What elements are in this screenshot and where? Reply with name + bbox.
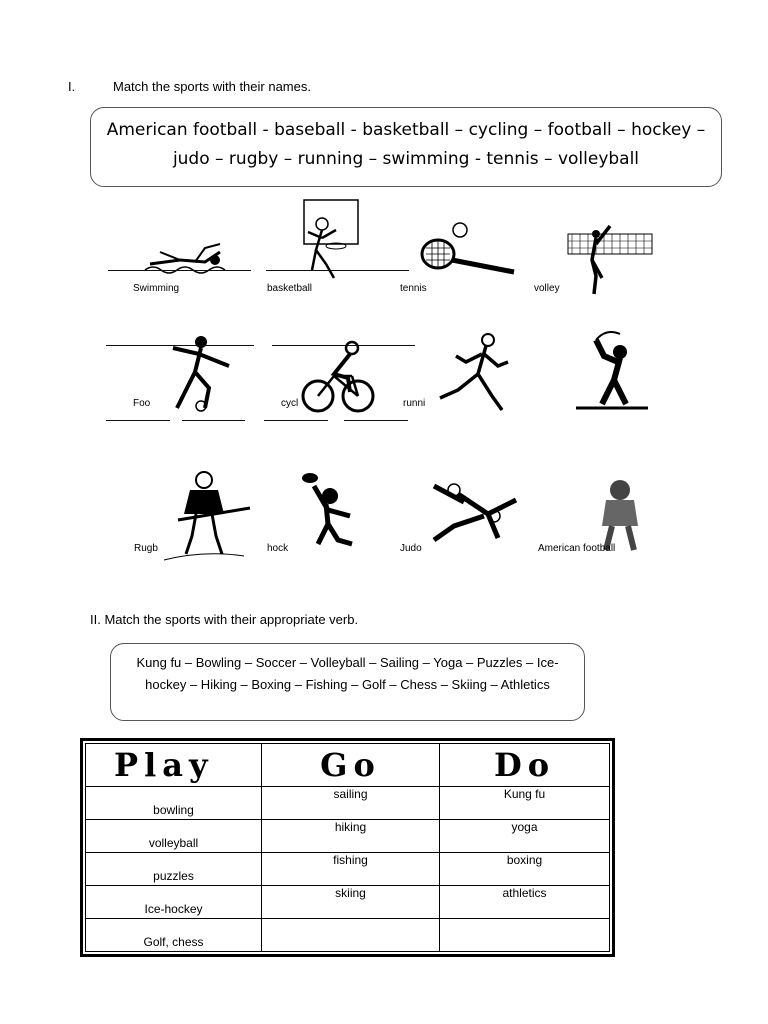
- section-2-title: II. Match the sports with their appropriate verb.: [90, 612, 359, 627]
- table-row: [86, 853, 610, 886]
- word-bank-line-2: judo – rugby – running – swimming - tennis – volleyball: [172, 149, 640, 169]
- table-row: [86, 919, 610, 952]
- label-swimming: Swimming: [133, 283, 180, 294]
- label-tennis: tennis: [400, 283, 427, 294]
- label-rugby: Rugb: [134, 543, 158, 554]
- label-football: Foo: [133, 398, 151, 409]
- cell-play: Ice-hockey: [86, 886, 262, 919]
- baseball-batter-picture: [572, 332, 652, 412]
- cell-play: volleyball: [86, 820, 262, 853]
- table-header-row: [86, 744, 610, 787]
- label-volley: volley: [534, 283, 560, 294]
- basketball-picture: [300, 198, 360, 286]
- section-1-number: I.: [68, 79, 76, 94]
- verb-table: [80, 738, 615, 957]
- cell-play: puzzles: [86, 853, 262, 886]
- answer-line: [264, 420, 328, 421]
- label-basketball: basketball: [267, 283, 313, 294]
- tennis-racket-picture: [418, 222, 518, 278]
- cell-do: [440, 919, 610, 952]
- cell-do: boxing: [440, 853, 610, 886]
- answer-line: [106, 420, 170, 421]
- answer-line: [108, 270, 251, 271]
- label-cycling: cycl: [281, 398, 299, 409]
- label-judo: Judo: [400, 543, 422, 554]
- cell-go: fishing: [262, 853, 440, 886]
- table-row: [86, 886, 610, 919]
- cell-do: athletics: [440, 886, 610, 919]
- header-play: Play: [86, 744, 262, 787]
- answer-line: [106, 345, 254, 346]
- verb-bank-line-2: hockey – Hiking – Boxing – Fishing – Golf – Chess – Skiing – Athletics: [145, 677, 550, 692]
- verb-word-bank: [110, 643, 585, 721]
- label-american-football: American football: [538, 543, 616, 554]
- table-row: [86, 787, 610, 820]
- judo-picture: [424, 476, 520, 548]
- cell-play: bowling: [86, 787, 262, 820]
- cell-do: yoga: [440, 820, 610, 853]
- table-row: [86, 820, 610, 853]
- verb-bank-line-1: Kung fu – Bowling – Soccer – Volleyball – Sailing – Yoga – Puzzles – Ice-: [136, 655, 559, 670]
- word-bank-line-1: American football - baseball - basketball – cycling – football – hockey –: [106, 120, 706, 140]
- answer-line: [344, 420, 408, 421]
- cell-play: Golf, chess: [86, 919, 262, 952]
- answer-line: [266, 270, 409, 271]
- cell-go: skiing: [262, 886, 440, 919]
- cell-do: Kung fu: [440, 787, 610, 820]
- volleyball-picture: [566, 222, 654, 294]
- rugby-player-picture: [296, 470, 368, 558]
- cell-go: [262, 919, 440, 952]
- cell-go: sailing: [262, 787, 440, 820]
- section-1-title: Match the sports with their names.: [113, 79, 311, 94]
- sports-word-bank: [90, 107, 722, 187]
- american-football-player-picture: [594, 476, 642, 552]
- hockey-player-picture: [164, 470, 254, 562]
- answer-line: [272, 345, 415, 346]
- runner-picture: [432, 332, 514, 414]
- answer-line: [182, 420, 245, 421]
- label-running: runni: [403, 398, 426, 409]
- label-hockey: hock: [267, 543, 289, 554]
- header-go: Go: [262, 744, 440, 787]
- cyclist-picture: [302, 340, 374, 416]
- header-do: Do: [440, 744, 610, 787]
- football-player-picture: [155, 334, 233, 416]
- swimmer-picture: [140, 240, 240, 280]
- cell-go: hiking: [262, 820, 440, 853]
